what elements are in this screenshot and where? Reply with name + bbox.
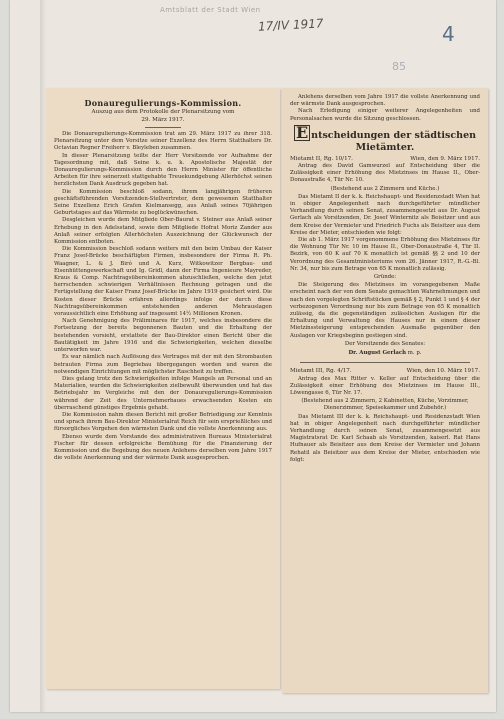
case-1-header — [290, 156, 480, 163]
article-paragraph: Desgleichen wurde dem Mitgliede Ober-Baurat v. Steiner aus Anlaß seiner Erhebung in den Adelsstand, sowie dem Mitgliede Hofrat Moriz Zander aus Anlaß seiner erfolgten Allerhöchsten Auszeichnung der Glückwunsch der Kommission entboten. — [54, 217, 272, 246]
right-clipping-text — [290, 94, 480, 464]
case-1-signature-name: Dr. August Gerlach — [348, 350, 407, 357]
commission-heading: Donauregulierungs-Kommission. — [84, 98, 242, 108]
handwritten-date: 17/IV 1917 — [257, 16, 324, 34]
case-1-paragraph: Antrag des David Gamwurzel auf Entscheidung über die Zulässigkeit einer Erhöhung des Mietzinses im Hause II., Ober-Donaustraße 4, Tür Nr. 10. — [290, 163, 480, 184]
continuation-paragraph: Nach Erledigung einiger weiterer Angelegenheiten und Personalsachen wurde die Sitzung geschlossen. — [290, 108, 480, 122]
case-1-signature — [290, 350, 480, 357]
article-paragraph: Die Kommission beschloß sodann weiters mit den beim Umbau der Kaiser Franz Josef-Brücke beschäftigten Firmen, insbesondere der Firma R. Ph. Waagner, L. & J. Biró und A. Kurz, Witkowitzer Bergbau- und Eisenhüttengewerkschaft und Ig. Gridl, dann der Firma Ingenieure Mayreder, Kraus & Comp. Nachtragsübereinkommen abzuschließen, welche den jetzt herrschenden schwierigen Verhältnissen Rechnung getragen und die Fertigstellung der Kaiser Franz Josef-Brücke im Jahre 1919 gesichert wird. Die Kosten dieser Brücke erfahren allerdings infolge der durch diese Nachtragsübereinkommen entstehenden anderen Mehrauslagen voraussichtlich eine Erhöhung auf insgesamt 14½ Millionen Kronen. — [54, 246, 272, 318]
case-divider — [300, 362, 470, 363]
heading-text: ntscheidungen der städtischen Mietämter. — [311, 129, 477, 153]
article-paragraph: Die Kommission nahm diesen Bericht mit großer Befriedigung zur Kenntnis und sprach ihrem Bau-Direktor Ministerialrat Reich für sein ersprießliches und fürsorgliches Vorgehen den wärmsten Dank und die vollste Anerkennung aus. — [54, 411, 272, 433]
archive-stamp: Amtsblatt der Stadt Wien — [160, 6, 261, 14]
heading-initial: E — [295, 122, 309, 142]
rent-office-heading — [290, 122, 480, 154]
case-2-header — [290, 368, 480, 375]
case-2-paragraph: Das Mietamt III der k. k. Reichshaupt- und Residenzstadt Wien hat in obiger Angelegenheit nach durchgeführter mündlicher Verhandlung durch seinen Senat, zusammengesetzt aus Magistratsrat Dr. Karl Schaab als Vorsitzenden, kaiserl. Rat Hans Hufnauer als Beisitzer aus dem Kreise der Vermieter und Johann Rehatil als Beisitzer aus dem Kreise der Mieter, entschieden wie folgt: — [290, 413, 480, 463]
case-1-paragraph: Das Mietamt II der k. k. Reichshaupt- und Residenzstadt Wien hat in obiger Angelegenheit nach durchgeführter mündlicher Verhandlung durch seinen Senat, zusammengesetzt aus Dr. August Gerlach als Vorsitzenden, Dr. Josef Winternitz als Beisitzer und aus dem Kreise der Vermieter und Friedrich Fuchs als Beisitzer aus dem Kreise der Mieter, entschieden wie folgt: — [290, 193, 480, 236]
heading-rule — [145, 127, 181, 128]
commission-subheading-1: Auszug aus dem Protokolle der Plenarsitzung vom — [91, 109, 235, 115]
article-paragraph: Es war nämlich nach Auflösung des Vertrages mit der mit den Strombauten betrauten Firma zum Begriebau übergegangen worden und waren die notwendigen Einrichtungen mit möglichster Raschheit zu treffen. — [54, 354, 272, 375]
case-2-date: Wien, den 10. März 1917. — [406, 368, 480, 375]
case-1-ref: Mietamt II, Rg. 10/17. — [290, 155, 353, 162]
case-1-signature-prefix: Der Vorsitzende des Senates: — [344, 340, 426, 347]
right-clipping — [282, 88, 488, 693]
case-2-paragraph: (Bestehend aus 2 Zimmern, 2 Kabinetten, Küche, Vorzimmer, Dienerzimmer, Speisekammer und Zubehör.) — [301, 398, 469, 412]
article-paragraph: Dies gelang trotz den Schwierigkeiten infolge Mangels an Personal und an Materialien, wurden die Schwierigkeiten zielbewußt überwunden und hat das Betriebsjahr im Vergleiche mit den der Donauregulierungs-Kommission während der Zeit des Unternehmerbaues erwachsenden Kosten ein überraschend günstiges Ergebnis gehabt. — [54, 375, 272, 411]
case-1-paragraph: Die ab 1. März 1917 vorgenommene Erhöhung des Mietzinses für die Wohnung Tür Nr. 10 im Hause II., Ober-Donaustraße 4, Tür II. Bezirk, von 60 K auf 70 K monatlich ist gemäß §§ 2 und 10 der Verordnung des Gesamtministeriums vom 26. Jänner 1917, R.-G.-Bl. Nr. 34, nur bis zum Betrage von 65 K monatlich zulässig. — [290, 237, 480, 272]
handwritten-folio-number: 4 — [442, 22, 455, 46]
left-clipping — [46, 88, 280, 689]
case-1-paragraph: (Bestehend aus 2 Zimmern und Küche.) — [330, 185, 440, 192]
article-paragraph: Die Kommission beschloß sodann, ihrem langjährigen früheren geschäftsführenden Vorsitzenden-Stellvertreter, dem gewesenen Statthalter Seine Exzellenz Erich Grafen Kielmansegg, aus Anlaß seines 70jährigen Geburtstages auf das Wärmste zu beglückwünschen. — [54, 188, 272, 217]
left-clipping-text — [54, 94, 272, 462]
case-1-date: Wien, den 9. März 1917. — [410, 155, 480, 162]
article-paragraph: In dieser Plenarsitzung teilte der Herr Vorsitzende vor Aufnahme der Tagesordnung mit, daß Seine k. u. k. Apostolische Majestät der Donauregulierungs-Kommission durch den Herrn Minister für öffentliche Arbeiten für ihre seinerzeit stattgehabte Treuekundgebung Allerhöchst seinen herzlichsten Dank Ausdruck gegeben hat. — [54, 152, 272, 188]
commission-subheading-2: 29. März 1917. — [141, 117, 185, 123]
article-paragraph: Ebenso wurde dem Vorstande des administrativen Bureaus Ministerialrat Fischer für dessen erfolgreiche Bemühung für die Finanzierung der Kommission und die Begebung des neuen Anlehens derselben vom Jahre 1917 die vollste Anerkennung und der wärmste Dank ausgesprochen. — [54, 433, 272, 462]
article-paragraph: Nach Genehmigung des Präliminares für 1917, welches insbesondere die Fortsetzung der bereits begonnenen Bauten und die Erhaltung der bestehenden vorsieht, erstattete der Bau-Direktor einen Bericht über die Bautätigkeit im Jahre 1916 und die Schwierigkeiten, welchen dieselbe unterworfen war. — [54, 318, 272, 354]
continuation-paragraph: Anlehens derselben vom Jahre 1917 die vollste Anerkennung und der wärmste Dank ausgesprochen. — [290, 94, 480, 108]
article-paragraph: Die Donauregulierungs-Kommission trat am 29. März 1917 zu ihrer 318. Plenarsitzung unter dem Vorsitze seiner Exzellenz des Herrn Statthalters Dr. Octavian Regner Freiherr v. Bleyleben zusammen. — [54, 131, 272, 152]
case-1-reasons-label: Gründe: — [373, 274, 397, 281]
case-2-ref: Mietamt III, Rg. 4/17. — [290, 368, 352, 375]
case-1-signature-suffix: m. p. — [407, 350, 422, 357]
case-2-paragraph: Antrag des Max Ritter v. Keller auf Entscheidung über die Zulässigkeit einer Erhöhung des Mietzinses im Hause III., Löwengasse 6, Tür Nr. 17. — [290, 375, 480, 396]
case-1-reasons: Die Steigerung des Mietzinses im vorangegebenen Maße erscheint nach der von dem Senate gemachten Wahrnehmungen und nach den vorgelegten Schriftstücken gemäß § 2, Punkt 1 und § 4 der verbezogenen Verordnung nur bis zum Betrage von 65 K monatlich zulässig, da die gegenständigen zulässlichen Auslagen für die Erhaltung und Verwaltung des Hauses nur in einem dieser Mietzinssteigerung entsprechenden Ausmaße gegenüber den Auslagen vor Kriegsbeginn gestiegen sind. — [290, 282, 480, 339]
pencil-number: 85 — [392, 60, 406, 73]
